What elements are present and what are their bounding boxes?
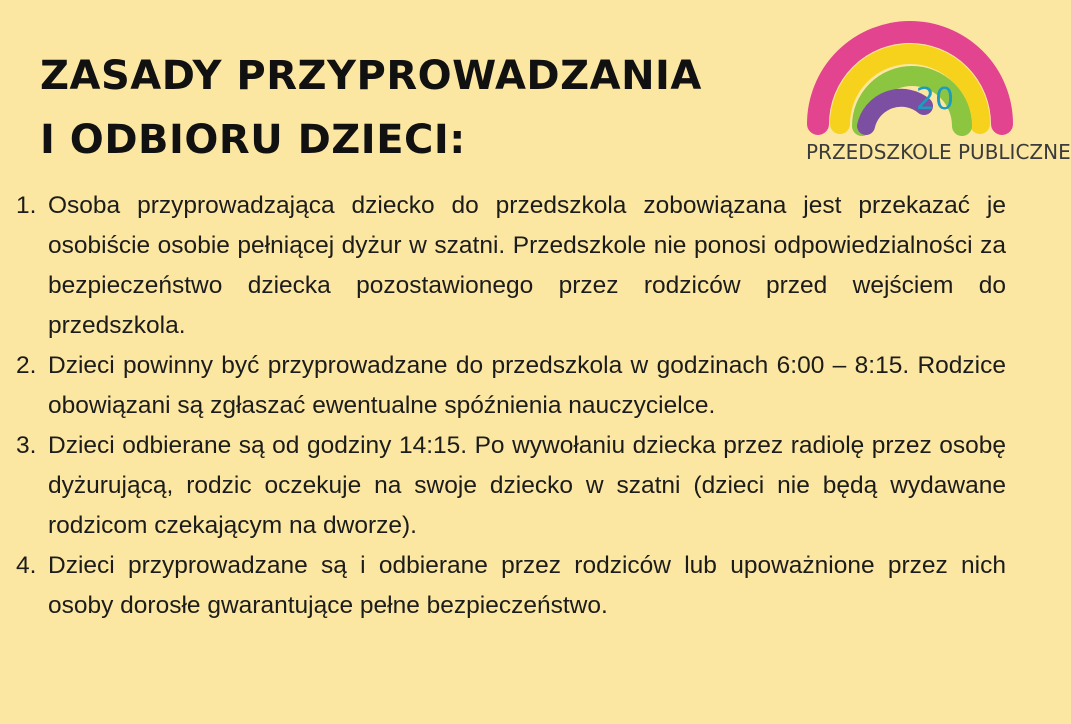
title-line-2: I ODBIORU DZIECI:: [40, 117, 466, 163]
rule-item: [16, 186, 1006, 346]
logo-label: PRZEDSZKOLE PUBLICZNE: [806, 140, 1071, 164]
title-line-1: ZASADY PRZYPROWADZANIA: [40, 53, 702, 99]
rule-item: [16, 346, 1006, 426]
rule-number: 3.: [16, 432, 37, 459]
rule-text: Dzieci powinny być przyprowadzane do przedszkola w godzinach 6:00 – 8:15. Rodzice obowiązani są zgłaszać ewentualne spóźnienia nauczycielce.: [48, 352, 1006, 419]
rule-item: [16, 426, 1006, 546]
rule-text: Osoba przyprowadzająca dziecko do przedszkola zobowiązana jest przekazać je osobiście osobie pełniącej dyżur w szatni. Przedszkole nie ponosi odpowiedzialności za bezpieczeństwo dziecka pozostawionego przez rodziców przed wejściem do przedszkola.: [48, 192, 1006, 339]
rule-number: 4.: [16, 552, 37, 579]
logo-number: 20: [915, 82, 955, 117]
rule-number: 1.: [16, 192, 37, 219]
rule-text: Dzieci przyprowadzane są i odbierane przez rodziców lub upoważnione przez nich osoby dorosłe gwarantujące pełne bezpieczeństwo.: [48, 552, 1006, 619]
preschool-logo: [806, 0, 1071, 172]
rules-list: [16, 186, 1006, 626]
rule-item: [16, 546, 1006, 626]
rule-text: Dzieci odbierane są od godziny 14:15. Po wywołaniu dziecka przez radiolę przez osobę dyżurującą, rodzic oczekuje na swoje dziecko w szatni (dzieci nie będą wydawane rodzicom czekającym na dworze).: [48, 432, 1006, 539]
rule-number: 2.: [16, 352, 37, 379]
page-title: [40, 44, 702, 172]
